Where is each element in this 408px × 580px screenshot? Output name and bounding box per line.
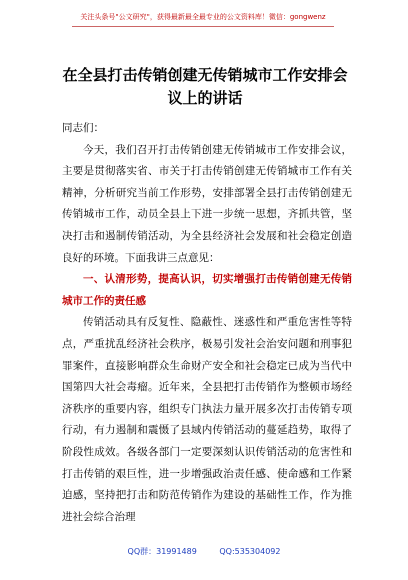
document-title: 在全县打击传销创建无传销城市工作安排会议上的讲话: [62, 66, 348, 107]
document-body: [62, 118, 352, 528]
paragraph-section-1: 传销活动具有反复性、隐蔽性、迷惑性和严重危害性等特点，严重扰乱经济社会秩序，极易引发社会治安问题和刑事犯罪案件，直接影响群众生命财产安全和社会稳定已成为当代中国第四大社会毒瘤。近年来，全县把打击传销作为整顿市场经济秩序的重要内容，组织专门执法力量开展多次打击传销专项行动，有力遏制和震慑了县域内传销活动的蔓延趋势，取得了阶段性成效。各级各部门一定要深刻认识传销活动的危害性和打击传销的艰巨性，进一步增强政治责任感、使命感和工作紧迫感，坚持把打击和防范传销作为建设的基础性工作，作为推进社会综合治理: [62, 316, 352, 523]
salutation: 同志们：: [62, 122, 104, 134]
footer-qq-group: QQ群：31991489: [127, 547, 197, 556]
header-banner: 关注头条号"公文研究"，获得最新最全最专业的公文资料库！微信：gongwenz: [72, 10, 334, 27]
paragraph-intro: 今天，我们召开打击传销创建无传销城市工作安排会议，主要是贯彻落实省、市关于打击传销创建无传销城市工作有关精神，分析研究当前工作形势，安排部署全县打击传销创建无传销城市工作，动员全县上下进一步统一思想，齐抓共管，坚决打击和遏制传销活动，为全县经济社会发展和社会稳定创造良好的环境。下面我讲三点意见：: [62, 143, 352, 264]
section-heading-1: 一、认清形势，提高认识，切实增强打击传销创建无传销城市工作的责任感: [62, 273, 352, 307]
footer-qq: QQ:535304092: [219, 547, 281, 556]
page-footer: [0, 546, 408, 557]
